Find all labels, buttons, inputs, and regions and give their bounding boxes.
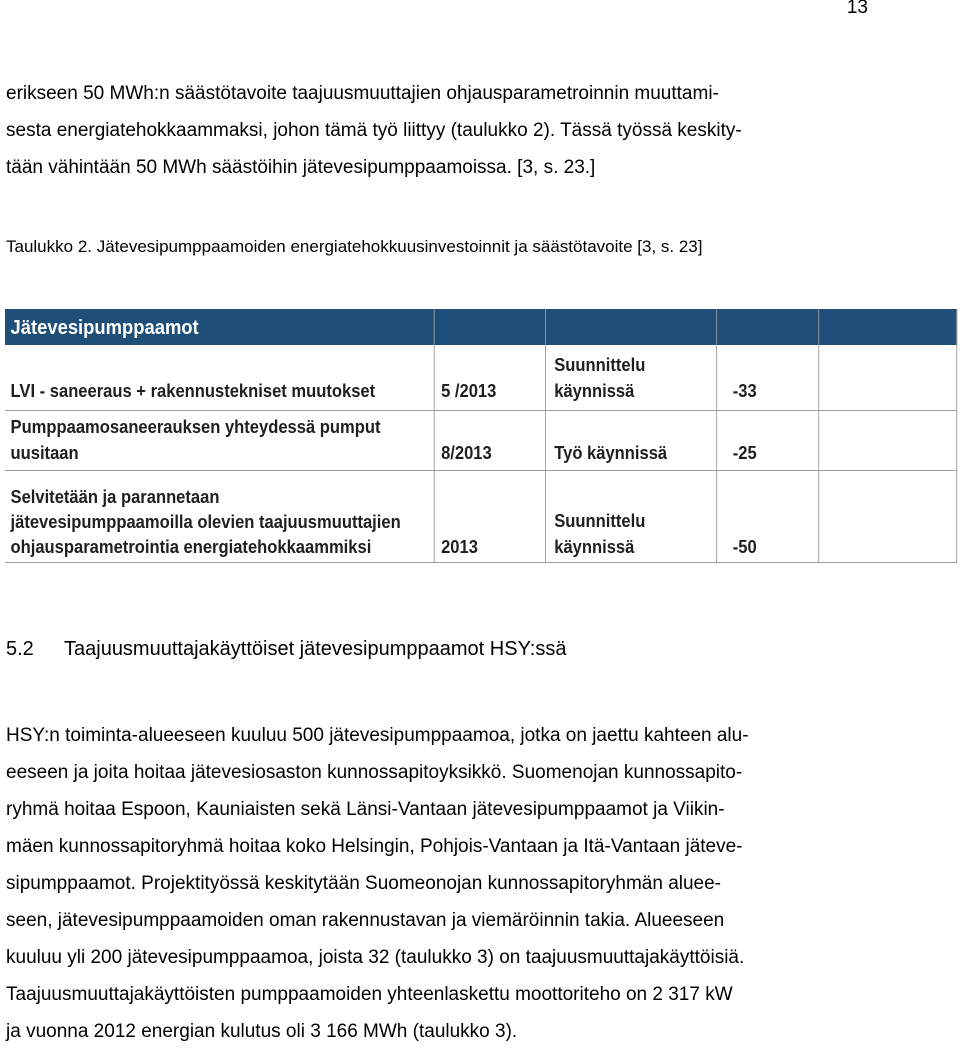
- section-title: Taajuusmuuttajakäyttöiset jätevesipumppaamot HSY:ssä: [64, 638, 567, 660]
- row-description: jätevesipumppaamoilla olevien taajuusmuuttajien: [10, 512, 401, 532]
- intro-line: tään vähintään 50 MWh säästöihin jätevesipumppaamoissa. [3, s. 23.]: [6, 157, 596, 178]
- intro-line: sesta energiatehokkaammaksi, johon tämä työ liittyy (taulukko 2). Tässä työssä keskity-: [6, 120, 742, 141]
- section-heading: [6, 638, 567, 661]
- body-line: sipumppaamot. Projektityössä keskitytään Suomeonojan kunnossapitoryhmän aluee-: [6, 873, 722, 894]
- row-date: 2013: [441, 537, 478, 557]
- row-status: käynnissä: [554, 381, 635, 401]
- body-line: ja vuonna 2012 energian kulutus oli 3 166 MWh (taulukko 3).: [6, 1021, 518, 1042]
- page-number: 13: [846, 0, 868, 18]
- table-header: [5, 309, 957, 345]
- savings-table: [5, 309, 957, 563]
- body-line: ryhmä hoitaa Espoon, Kauniaisten sekä Länsi-Vantaan jätevesipumppaamot ja Viikin-: [6, 799, 725, 820]
- row-description: Pumppaamosaneerauksen yhteydessä pumput: [10, 417, 381, 437]
- row-divider: [5, 470, 957, 471]
- row-description: Selvitetään ja parannetaan: [10, 487, 220, 507]
- column-divider: [545, 309, 546, 563]
- row-date: 8/2013: [441, 443, 492, 463]
- row-status: Suunnittelu: [554, 511, 646, 531]
- column-divider: [716, 309, 717, 563]
- intro-line: erikseen 50 MWh:n säästötavoite taajuusmuuttajien ohjausparametroinnin muuttami-: [6, 83, 719, 104]
- body-line: eeseen ja joita hoitaa jätevesiosaston kunnossapitoyksikkö. Suomenojan kunnossapito-: [6, 762, 743, 783]
- row-description: uusitaan: [10, 443, 79, 463]
- row-description: LVI - saneeraus + rakennustekniset muutokset: [10, 381, 376, 401]
- row-date: 5 /2013: [441, 381, 497, 401]
- body-line: Taajuusmuuttajakäyttöisten pumppaamoiden yhteenlaskettu moottoriteho on 2 317 kW: [6, 984, 733, 1005]
- column-divider: [956, 309, 957, 563]
- body-line: seen, jätevesipumppaamoiden oman rakennustavan ja viemäröinnin takia. Alueeseen: [6, 910, 725, 931]
- row-value: -33: [732, 381, 757, 401]
- body-line: HSY:n toiminta-alueeseen kuuluu 500 jätevesipumppaamoa, jotka on jaettu kahteen alu-: [6, 725, 749, 746]
- row-value: -50: [732, 537, 757, 557]
- row-status: Suunnittelu: [554, 355, 646, 375]
- row-divider: [5, 410, 957, 411]
- table-body: [5, 345, 957, 563]
- row-value: -25: [732, 443, 757, 463]
- body-line: mäen kunnossapitoryhmä hoitaa koko Helsingin, Pohjois-Vantaan ja Itä-Vantaan jäteve-: [6, 836, 743, 857]
- body-line: kuuluu yli 200 jätevesipumppaamoa, joista 32 (taulukko 3) on taajuusmuuttajakäyttöisiä.: [6, 947, 745, 968]
- column-divider: [434, 309, 435, 563]
- row-divider: [5, 562, 957, 563]
- row-status: käynnissä: [554, 537, 635, 557]
- table-header-title: Jätevesipumppaamot: [10, 317, 199, 339]
- section-number: 5.2: [6, 638, 34, 660]
- row-status: Työ käynnissä: [554, 443, 668, 463]
- column-divider: [818, 309, 819, 563]
- table-caption: Taulukko 2. Jätevesipumppaamoiden energiatehokkuusinvestoinnit ja säästötavoite [3, s. 23]: [6, 237, 703, 256]
- row-description: ohjausparametrointia energiatehokkaammiksi: [10, 537, 372, 557]
